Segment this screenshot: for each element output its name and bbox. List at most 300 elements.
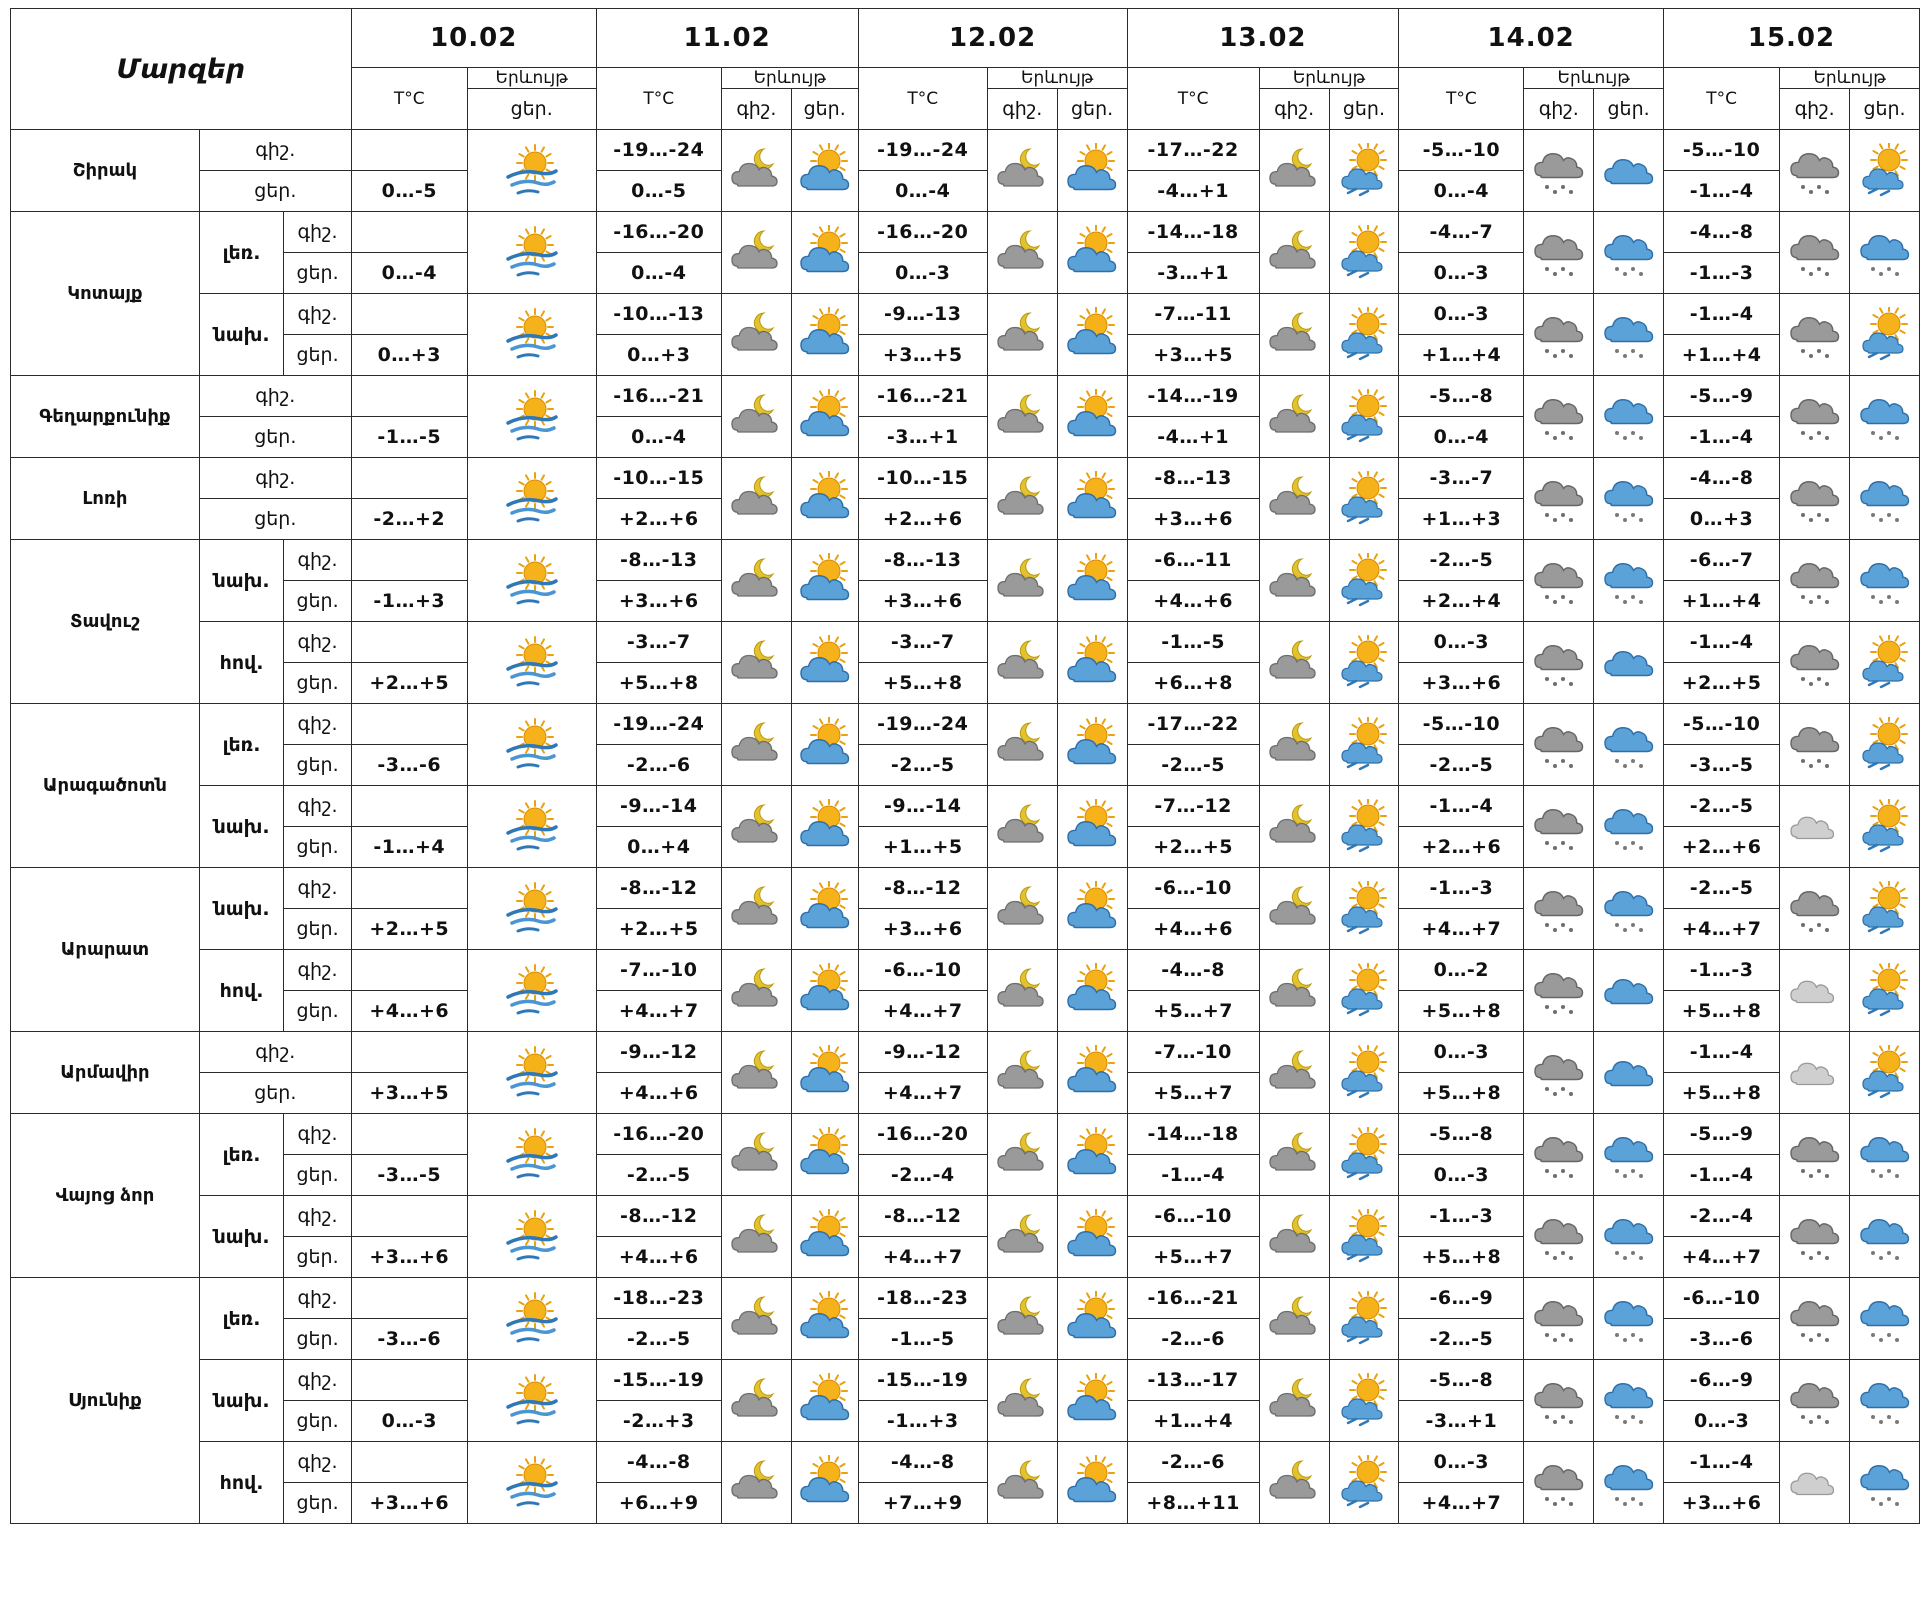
- night-temperature: -7…-11: [1127, 294, 1259, 335]
- weather-icon-cell: [1850, 786, 1920, 868]
- moon-behind-cloud-icon: [992, 1291, 1052, 1347]
- night-temperature: -5…-8: [1399, 1114, 1524, 1155]
- night-label: գիշ.: [284, 1196, 352, 1237]
- weather-icon-cell: [1524, 376, 1594, 458]
- weather-icon-cell: [1850, 868, 1920, 950]
- weather-icon-cell: [1259, 868, 1329, 950]
- weather-icon-cell: [791, 212, 858, 294]
- night-temperature: [351, 294, 467, 335]
- moon-behind-cloud-icon: [726, 635, 786, 691]
- weather-icon-cell: [1057, 294, 1127, 376]
- night-temperature: -16…-20: [596, 212, 721, 253]
- day-temperature: 0…-5: [596, 171, 721, 212]
- sun-behind-blue-cloud-icon: [1062, 553, 1122, 609]
- weather-icon-cell: [1329, 376, 1399, 458]
- region-name: Գեղարքունիք: [11, 376, 200, 458]
- weather-icon-cell: [467, 294, 596, 376]
- weather-icon-cell: [1850, 376, 1920, 458]
- weather-icon-cell: [1594, 130, 1664, 212]
- sun-behind-cloud-icon: [502, 471, 562, 527]
- sun-behind-blue-cloud-icon: [795, 471, 855, 527]
- weather-icon-cell: [987, 1196, 1057, 1278]
- weather-icon-cell: [1780, 1196, 1850, 1278]
- night-temperature: -5…-10: [1663, 130, 1779, 171]
- night-temperature: [351, 868, 467, 909]
- night-temperature: -4…-8: [1127, 950, 1259, 991]
- night-temperature: -15…-19: [596, 1360, 721, 1401]
- weather-icon-cell: [467, 130, 596, 212]
- night-temperature: 0…-3: [1399, 294, 1524, 335]
- weather-icon-cell: [1594, 294, 1664, 376]
- night-temperature: -5…-10: [1399, 130, 1524, 171]
- day-label: ցեր.: [199, 499, 351, 540]
- day-temperature: +7…+9: [858, 1483, 987, 1524]
- weather-icon-cell: [1057, 1442, 1127, 1524]
- grey-cloud-snow-icon: [1785, 471, 1845, 527]
- night-temperature: -8…-12: [858, 868, 987, 909]
- night-temperature: 0…-2: [1399, 950, 1524, 991]
- moon-behind-cloud-icon: [992, 635, 1052, 691]
- sun-behind-blue-cloud-icon: [1062, 635, 1122, 691]
- weather-icon-cell: [1850, 1032, 1920, 1114]
- blue-cloud-snow-icon: [1855, 1373, 1915, 1429]
- moon-behind-cloud-icon: [726, 553, 786, 609]
- weather-icon-cell: [1524, 1032, 1594, 1114]
- weather-icon-cell: [1329, 704, 1399, 786]
- weather-icon-cell: [791, 1360, 858, 1442]
- day-temperature: -3…+1: [1399, 1401, 1524, 1442]
- day-temperature: +2…+5: [351, 909, 467, 950]
- temperature-header: T°C: [351, 68, 467, 130]
- grey-cloud-snow-icon: [1529, 1455, 1589, 1511]
- day-temperature: -1…-5: [858, 1319, 987, 1360]
- day-temperature: -1…-5: [351, 417, 467, 458]
- day-header: ցեր.: [1850, 89, 1920, 130]
- weather-icon-cell: [1329, 1032, 1399, 1114]
- day-temperature: -3…-6: [1663, 1319, 1779, 1360]
- weather-icon-cell: [1594, 458, 1664, 540]
- sun-behind-blue-cloud-icon: [1062, 471, 1122, 527]
- night-temperature: -19…-24: [596, 130, 721, 171]
- moon-behind-cloud-icon: [1264, 799, 1324, 855]
- grey-cloud-snow-icon: [1529, 389, 1589, 445]
- day-temperature: 0…-3: [1399, 1155, 1524, 1196]
- date-header: 12.02: [858, 9, 1127, 68]
- day-temperature: +6…+8: [1127, 663, 1259, 704]
- sun-cloud-sleet-icon: [1855, 307, 1915, 363]
- sun-behind-blue-cloud-icon: [795, 143, 855, 199]
- moon-behind-cloud-icon: [1264, 1373, 1324, 1429]
- weather-icon-cell: [1780, 540, 1850, 622]
- day-temperature: 0…+3: [351, 335, 467, 376]
- zone-label: հով.: [199, 950, 283, 1032]
- night-temperature: -1…-4: [1663, 1032, 1779, 1073]
- moon-behind-cloud-icon: [992, 143, 1052, 199]
- temperature-header: T°C: [858, 68, 987, 130]
- night-temperature: -14…-19: [1127, 376, 1259, 417]
- blue-cloud-snow-icon: [1855, 389, 1915, 445]
- blue-cloud-snow-icon: [1599, 881, 1659, 937]
- day-temperature: -3…-6: [351, 745, 467, 786]
- night-temperature: -6…-10: [1663, 1278, 1779, 1319]
- weather-icon-cell: [1524, 1442, 1594, 1524]
- day-temperature: +3…+6: [1127, 499, 1259, 540]
- sun-cloud-sleet-icon: [1855, 1045, 1915, 1101]
- night-temperature: -1…-4: [1663, 294, 1779, 335]
- grey-cloud-snow-icon: [1785, 1373, 1845, 1429]
- weather-icon-cell: [1594, 540, 1664, 622]
- sun-behind-cloud-icon: [502, 1291, 562, 1347]
- night-header: գիշ.: [721, 89, 791, 130]
- night-temperature: [351, 1442, 467, 1483]
- sun-behind-blue-cloud-icon: [1062, 1209, 1122, 1265]
- day-temperature: +5…+8: [1399, 1237, 1524, 1278]
- moon-behind-cloud-icon: [1264, 635, 1324, 691]
- sun-behind-cloud-icon: [502, 553, 562, 609]
- night-temperature: -6…-10: [858, 950, 987, 991]
- weather-icon-cell: [1780, 294, 1850, 376]
- weather-icon-cell: [1780, 868, 1850, 950]
- night-temperature: -1…-4: [1399, 786, 1524, 827]
- sun-cloud-sleet-icon: [1334, 799, 1394, 855]
- day-label: ցեր.: [284, 909, 352, 950]
- weather-icon-cell: [987, 1360, 1057, 1442]
- forecast-table: [10, 8, 1920, 1524]
- moon-behind-cloud-icon: [1264, 307, 1324, 363]
- day-temperature: -4…+1: [1127, 171, 1259, 212]
- sun-behind-cloud-icon: [502, 963, 562, 1019]
- day-temperature: +2…+5: [1127, 827, 1259, 868]
- weather-icon-cell: [1850, 950, 1920, 1032]
- date-header: 10.02: [351, 9, 596, 68]
- day-temperature: +3…+5: [858, 335, 987, 376]
- sun-behind-cloud-icon: [502, 143, 562, 199]
- day-temperature: +4…+6: [1127, 909, 1259, 950]
- sun-behind-cloud-icon: [502, 389, 562, 445]
- sun-behind-cloud-icon: [502, 635, 562, 691]
- weather-icon-cell: [987, 1278, 1057, 1360]
- day-temperature: -1…-4: [1663, 417, 1779, 458]
- night-temperature: -7…-10: [596, 950, 721, 991]
- day-label: ցեր.: [199, 1073, 351, 1114]
- moon-behind-cloud-icon: [1264, 1291, 1324, 1347]
- weather-icon-cell: [1259, 786, 1329, 868]
- regions-header: Մարզեր: [11, 9, 352, 130]
- night-temperature: 0…-3: [1399, 622, 1524, 663]
- night-temperature: -1…-3: [1399, 868, 1524, 909]
- day-temperature: -1…-4: [1663, 171, 1779, 212]
- moon-behind-cloud-icon: [726, 225, 786, 281]
- night-temperature: [351, 786, 467, 827]
- day-label: ցեր.: [284, 745, 352, 786]
- weather-icon-cell: [987, 704, 1057, 786]
- blue-cloud-snow-icon: [1599, 389, 1659, 445]
- day-temperature: -1…+3: [858, 1401, 987, 1442]
- weather-icon-cell: [1780, 704, 1850, 786]
- weather-icon-cell: [1259, 540, 1329, 622]
- night-temperature: -6…-9: [1663, 1360, 1779, 1401]
- date-header: 15.02: [1663, 9, 1919, 68]
- day-temperature: +4…+7: [1663, 909, 1779, 950]
- night-temperature: -6…-11: [1127, 540, 1259, 581]
- weather-icon-cell: [721, 212, 791, 294]
- light-cloud-icon: [1785, 1045, 1845, 1101]
- phenomena-header: Երևույթ: [1780, 68, 1920, 89]
- weather-icon-cell: [1594, 1360, 1664, 1442]
- sun-cloud-sleet-icon: [1334, 553, 1394, 609]
- night-temperature: -16…-20: [596, 1114, 721, 1155]
- weather-icon-cell: [1329, 868, 1399, 950]
- blue-cloud-snow-icon: [1855, 471, 1915, 527]
- weather-icon-cell: [1780, 1114, 1850, 1196]
- night-temperature: [351, 950, 467, 991]
- moon-behind-cloud-icon: [992, 471, 1052, 527]
- weather-icon-cell: [791, 1278, 858, 1360]
- weather-icon-cell: [721, 1442, 791, 1524]
- grey-cloud-snow-icon: [1529, 307, 1589, 363]
- sun-cloud-sleet-icon: [1334, 1209, 1394, 1265]
- weather-icon-cell: [1329, 950, 1399, 1032]
- moon-behind-cloud-icon: [992, 1045, 1052, 1101]
- night-temperature: [351, 212, 467, 253]
- moon-behind-cloud-icon: [726, 1209, 786, 1265]
- night-temperature: 0…-3: [1399, 1032, 1524, 1073]
- night-temperature: -8…-13: [596, 540, 721, 581]
- night-temperature: -9…-14: [858, 786, 987, 827]
- moon-behind-cloud-icon: [1264, 389, 1324, 445]
- sun-cloud-sleet-icon: [1855, 881, 1915, 937]
- weather-icon-cell: [1780, 1032, 1850, 1114]
- light-cloud-icon: [1785, 963, 1845, 1019]
- night-temperature: -8…-12: [858, 1196, 987, 1237]
- day-temperature: +3…+6: [858, 581, 987, 622]
- weather-icon-cell: [1850, 294, 1920, 376]
- weather-icon-cell: [791, 786, 858, 868]
- day-temperature: -3…-5: [351, 1155, 467, 1196]
- moon-behind-cloud-icon: [992, 1209, 1052, 1265]
- light-cloud-icon: [1785, 799, 1845, 855]
- sun-behind-blue-cloud-icon: [1062, 1291, 1122, 1347]
- sun-behind-blue-cloud-icon: [795, 389, 855, 445]
- sun-behind-cloud-icon: [502, 225, 562, 281]
- sun-behind-cloud-icon: [502, 1373, 562, 1429]
- day-temperature: +5…+8: [1399, 1073, 1524, 1114]
- day-temperature: -2…+2: [351, 499, 467, 540]
- zone-label: լեռ.: [199, 704, 283, 786]
- moon-behind-cloud-icon: [1264, 1127, 1324, 1183]
- day-label: ցեր.: [284, 1155, 352, 1196]
- sun-behind-blue-cloud-icon: [1062, 225, 1122, 281]
- day-temperature: 0…-4: [351, 253, 467, 294]
- sun-cloud-sleet-icon: [1855, 143, 1915, 199]
- weather-icon-cell: [467, 1114, 596, 1196]
- weather-icon-cell: [1594, 1278, 1664, 1360]
- weather-icon-cell: [1850, 130, 1920, 212]
- weather-icon-cell: [987, 294, 1057, 376]
- weather-icon-cell: [1780, 130, 1850, 212]
- sun-cloud-sleet-icon: [1855, 635, 1915, 691]
- night-temperature: -2…-5: [1663, 868, 1779, 909]
- night-temperature: -9…-12: [858, 1032, 987, 1073]
- grey-cloud-snow-icon: [1529, 143, 1589, 199]
- day-label: ցեր.: [284, 253, 352, 294]
- day-temperature: +3…+5: [1127, 335, 1259, 376]
- blue-cloud-snow-icon: [1855, 225, 1915, 281]
- weather-icon-cell: [1850, 1360, 1920, 1442]
- weather-icon-cell: [1259, 458, 1329, 540]
- weather-icon-cell: [1524, 458, 1594, 540]
- sun-behind-blue-cloud-icon: [795, 1045, 855, 1101]
- day-temperature: +3…+6: [1663, 1483, 1779, 1524]
- weather-icon-cell: [1259, 212, 1329, 294]
- day-temperature: +4…+7: [596, 991, 721, 1032]
- day-temperature: +3…+6: [351, 1237, 467, 1278]
- weather-icon-cell: [467, 1196, 596, 1278]
- weather-icon-cell: [1329, 540, 1399, 622]
- sun-cloud-sleet-icon: [1334, 1127, 1394, 1183]
- night-label: գիշ.: [199, 376, 351, 417]
- weather-icon-cell: [1524, 1114, 1594, 1196]
- day-temperature: +4…+6: [596, 1237, 721, 1278]
- day-temperature: +4…+7: [858, 1073, 987, 1114]
- sun-cloud-sleet-icon: [1855, 717, 1915, 773]
- sun-behind-blue-cloud-icon: [795, 881, 855, 937]
- sun-behind-blue-cloud-icon: [1062, 1373, 1122, 1429]
- moon-behind-cloud-icon: [726, 389, 786, 445]
- weather-icon-cell: [467, 1032, 596, 1114]
- moon-behind-cloud-icon: [1264, 143, 1324, 199]
- weather-icon-cell: [721, 376, 791, 458]
- weather-icon-cell: [1594, 786, 1664, 868]
- night-temperature: -10…-13: [596, 294, 721, 335]
- day-temperature: 0…-3: [1399, 253, 1524, 294]
- day-temperature: +5…+8: [596, 663, 721, 704]
- grey-cloud-snow-icon: [1529, 1373, 1589, 1429]
- day-temperature: +5…+8: [858, 663, 987, 704]
- night-temperature: -5…-10: [1399, 704, 1524, 745]
- day-temperature: -3…+1: [1127, 253, 1259, 294]
- weather-icon-cell: [1850, 212, 1920, 294]
- night-label: գիշ.: [284, 1360, 352, 1401]
- weather-icon-cell: [1594, 1114, 1664, 1196]
- region-name: Արագածոտն: [11, 704, 200, 868]
- region-name: Վայոց ձոր: [11, 1114, 200, 1278]
- night-temperature: -16…-20: [858, 212, 987, 253]
- weather-icon-cell: [1259, 704, 1329, 786]
- night-temperature: -4…-8: [596, 1442, 721, 1483]
- day-temperature: -3…-5: [1663, 745, 1779, 786]
- sun-behind-blue-cloud-icon: [1062, 389, 1122, 445]
- weather-icon-cell: [1524, 786, 1594, 868]
- weather-icon-cell: [721, 868, 791, 950]
- grey-cloud-snow-icon: [1529, 635, 1589, 691]
- sun-cloud-sleet-icon: [1334, 635, 1394, 691]
- day-temperature: -1…-3: [1663, 253, 1779, 294]
- forecast-table-wrapper: [10, 8, 1920, 1524]
- day-temperature: 0…-4: [596, 417, 721, 458]
- weather-icon-cell: [467, 868, 596, 950]
- day-temperature: -2…-5: [858, 745, 987, 786]
- night-temperature: [351, 1114, 467, 1155]
- weather-icon-cell: [987, 622, 1057, 704]
- night-temperature: -5…-8: [1399, 376, 1524, 417]
- blue-cloud-snow-icon: [1599, 1291, 1659, 1347]
- day-header: ցեր.: [1594, 89, 1664, 130]
- weather-icon-cell: [467, 786, 596, 868]
- weather-icon-cell: [987, 1032, 1057, 1114]
- blue-cloud-snow-icon: [1599, 225, 1659, 281]
- sun-cloud-sleet-icon: [1334, 389, 1394, 445]
- sun-cloud-sleet-icon: [1334, 717, 1394, 773]
- weather-icon-cell: [1524, 704, 1594, 786]
- night-temperature: -5…-8: [1399, 1360, 1524, 1401]
- grey-cloud-snow-icon: [1529, 799, 1589, 855]
- weather-icon-cell: [467, 622, 596, 704]
- zone-label: նախ.: [199, 540, 283, 622]
- sun-behind-cloud-icon: [502, 881, 562, 937]
- day-temperature: 0…+3: [1663, 499, 1779, 540]
- moon-behind-cloud-icon: [726, 1455, 786, 1511]
- day-temperature: 0…-3: [858, 253, 987, 294]
- day-temperature: 0…-4: [596, 253, 721, 294]
- weather-icon-cell: [1524, 1360, 1594, 1442]
- night-temperature: -1…-3: [1399, 1196, 1524, 1237]
- moon-behind-cloud-icon: [992, 307, 1052, 363]
- night-temperature: -6…-10: [1127, 868, 1259, 909]
- weather-icon-cell: [1057, 1114, 1127, 1196]
- zone-label: հով.: [199, 1442, 283, 1524]
- day-temperature: +2…+6: [596, 499, 721, 540]
- moon-behind-cloud-icon: [992, 389, 1052, 445]
- day-temperature: +4…+7: [858, 991, 987, 1032]
- night-temperature: -8…-13: [1127, 458, 1259, 499]
- weather-icon-cell: [1329, 1196, 1399, 1278]
- night-temperature: -14…-18: [1127, 1114, 1259, 1155]
- day-temperature: 0…-4: [858, 171, 987, 212]
- blue-cloud-snow-icon: [1599, 799, 1659, 855]
- region-name: Արմավիր: [11, 1032, 200, 1114]
- light-cloud-icon: [1785, 1455, 1845, 1511]
- weather-icon-cell: [1057, 540, 1127, 622]
- night-temperature: -4…-7: [1399, 212, 1524, 253]
- phenomena-header: Երևույթ: [1259, 68, 1399, 89]
- day-header: ցեր.: [1057, 89, 1127, 130]
- night-label: գիշ.: [284, 950, 352, 991]
- weather-icon-cell: [987, 1442, 1057, 1524]
- night-label: գիշ.: [199, 458, 351, 499]
- blue-cloud-snow-icon: [1855, 553, 1915, 609]
- weather-icon-cell: [1524, 130, 1594, 212]
- blue-cloud-snow-icon: [1599, 553, 1659, 609]
- sun-behind-blue-cloud-icon: [1062, 1127, 1122, 1183]
- day-temperature: +4…+7: [858, 1237, 987, 1278]
- weather-icon-cell: [1259, 294, 1329, 376]
- region-name: Կոտայք: [11, 212, 200, 376]
- moon-behind-cloud-icon: [1264, 225, 1324, 281]
- blue-cloud-snow-icon: [1599, 1209, 1659, 1265]
- grey-cloud-snow-icon: [1529, 553, 1589, 609]
- night-temperature: [351, 622, 467, 663]
- night-temperature: [351, 376, 467, 417]
- night-temperature: -6…-9: [1399, 1278, 1524, 1319]
- night-temperature: -18…-23: [596, 1278, 721, 1319]
- sun-behind-blue-cloud-icon: [1062, 963, 1122, 1019]
- moon-behind-cloud-icon: [726, 307, 786, 363]
- day-header: ցեր.: [467, 89, 596, 130]
- day-label: ցեր.: [284, 1319, 352, 1360]
- blue-cloud-icon: [1599, 1045, 1659, 1101]
- night-label: գիշ.: [284, 1442, 352, 1483]
